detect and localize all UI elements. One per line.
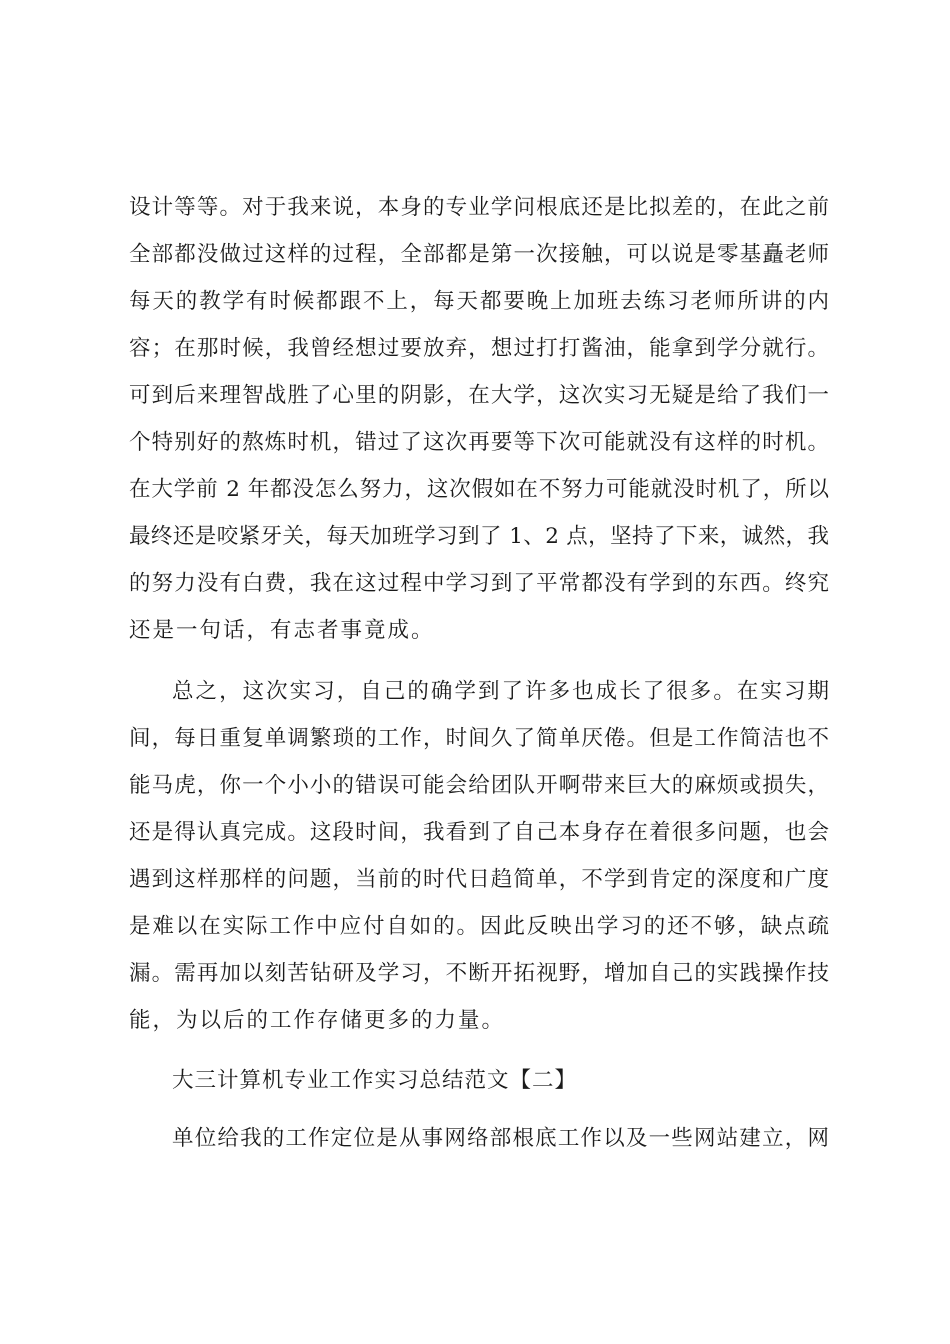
paragraph-2-line: 总之，这次实习，自己的确学到了许多也成长了很多。在实习期 xyxy=(172,679,829,704)
paragraph-2-line: 是难以在实际工作中应付自如的。因此反映出学习的还不够，缺点疏 xyxy=(129,914,829,939)
paragraph-2-line: 能马虎，你一个小小的错误可能会给团队开啊带来巨大的麻烦或损失， xyxy=(129,773,829,798)
paragraph-2-line: 漏。需再加以刻苦钻研及学习，不断开拓视野，增加自己的实践操作技 xyxy=(129,961,829,986)
paragraph-1-line: 的努力没有白费，我在这过程中学习到了平常都没有学到的东西。终究 xyxy=(129,571,829,596)
paragraph-1-line: 全部都没做过这样的过程，全部都是第一次接触，可以说是零基矗老师 xyxy=(129,242,829,267)
paragraph-3-line: 单位给我的工作定位是从事网络部根底工作以及一些网站建立，网 xyxy=(172,1126,829,1151)
paragraph-1-line: 设计等等。对于我来说，本身的专业学问根底还是比拟差的，在此之前 xyxy=(129,195,829,220)
paragraph-2-line: 间，每日重复单调繁琐的工作，时间久了简单厌倦。但是工作简洁也不 xyxy=(129,726,829,751)
section-heading: 大三计算机专业工作实习总结范文【二】 xyxy=(172,1068,578,1093)
paragraph-1-line: 最终还是咬紧牙关，每天加班学习到了 1、2 点，坚持了下来，诚然，我 xyxy=(129,524,829,549)
paragraph-2-line: 能，为以后的工作存储更多的力量。 xyxy=(129,1008,506,1033)
paragraph-1-line: 在大学前 2 年都没怎么努力，这次假如在不努力可能就没时机了，所以 xyxy=(129,477,829,502)
paragraph-1-line: 个特别好的熬炼时机，错过了这次再要等下次可能就没有这样的时机。 xyxy=(129,430,829,455)
paragraph-1-line: 还是一句话，有志者事竟成。 xyxy=(129,618,435,643)
paragraph-2-line: 还是得认真完成。这段时间，我看到了自己本身存在着很多问题，也会 xyxy=(129,820,829,845)
paragraph-1-line: 每天的教学有时候都跟不上，每天都要晚上加班去练习老师所讲的内 xyxy=(129,289,829,314)
paragraph-1-line: 可到后来理智战胜了心里的阴影，在大学，这次实习无疑是给了我们一 xyxy=(129,383,829,408)
paragraph-2-line: 遇到这样那样的问题，当前的时代日趋简单，不学到肯定的深度和广度 xyxy=(129,867,829,892)
paragraph-1-line: 容；在那时候，我曾经想过要放弃，想过打打酱油，能拿到学分就行。 xyxy=(129,336,829,361)
